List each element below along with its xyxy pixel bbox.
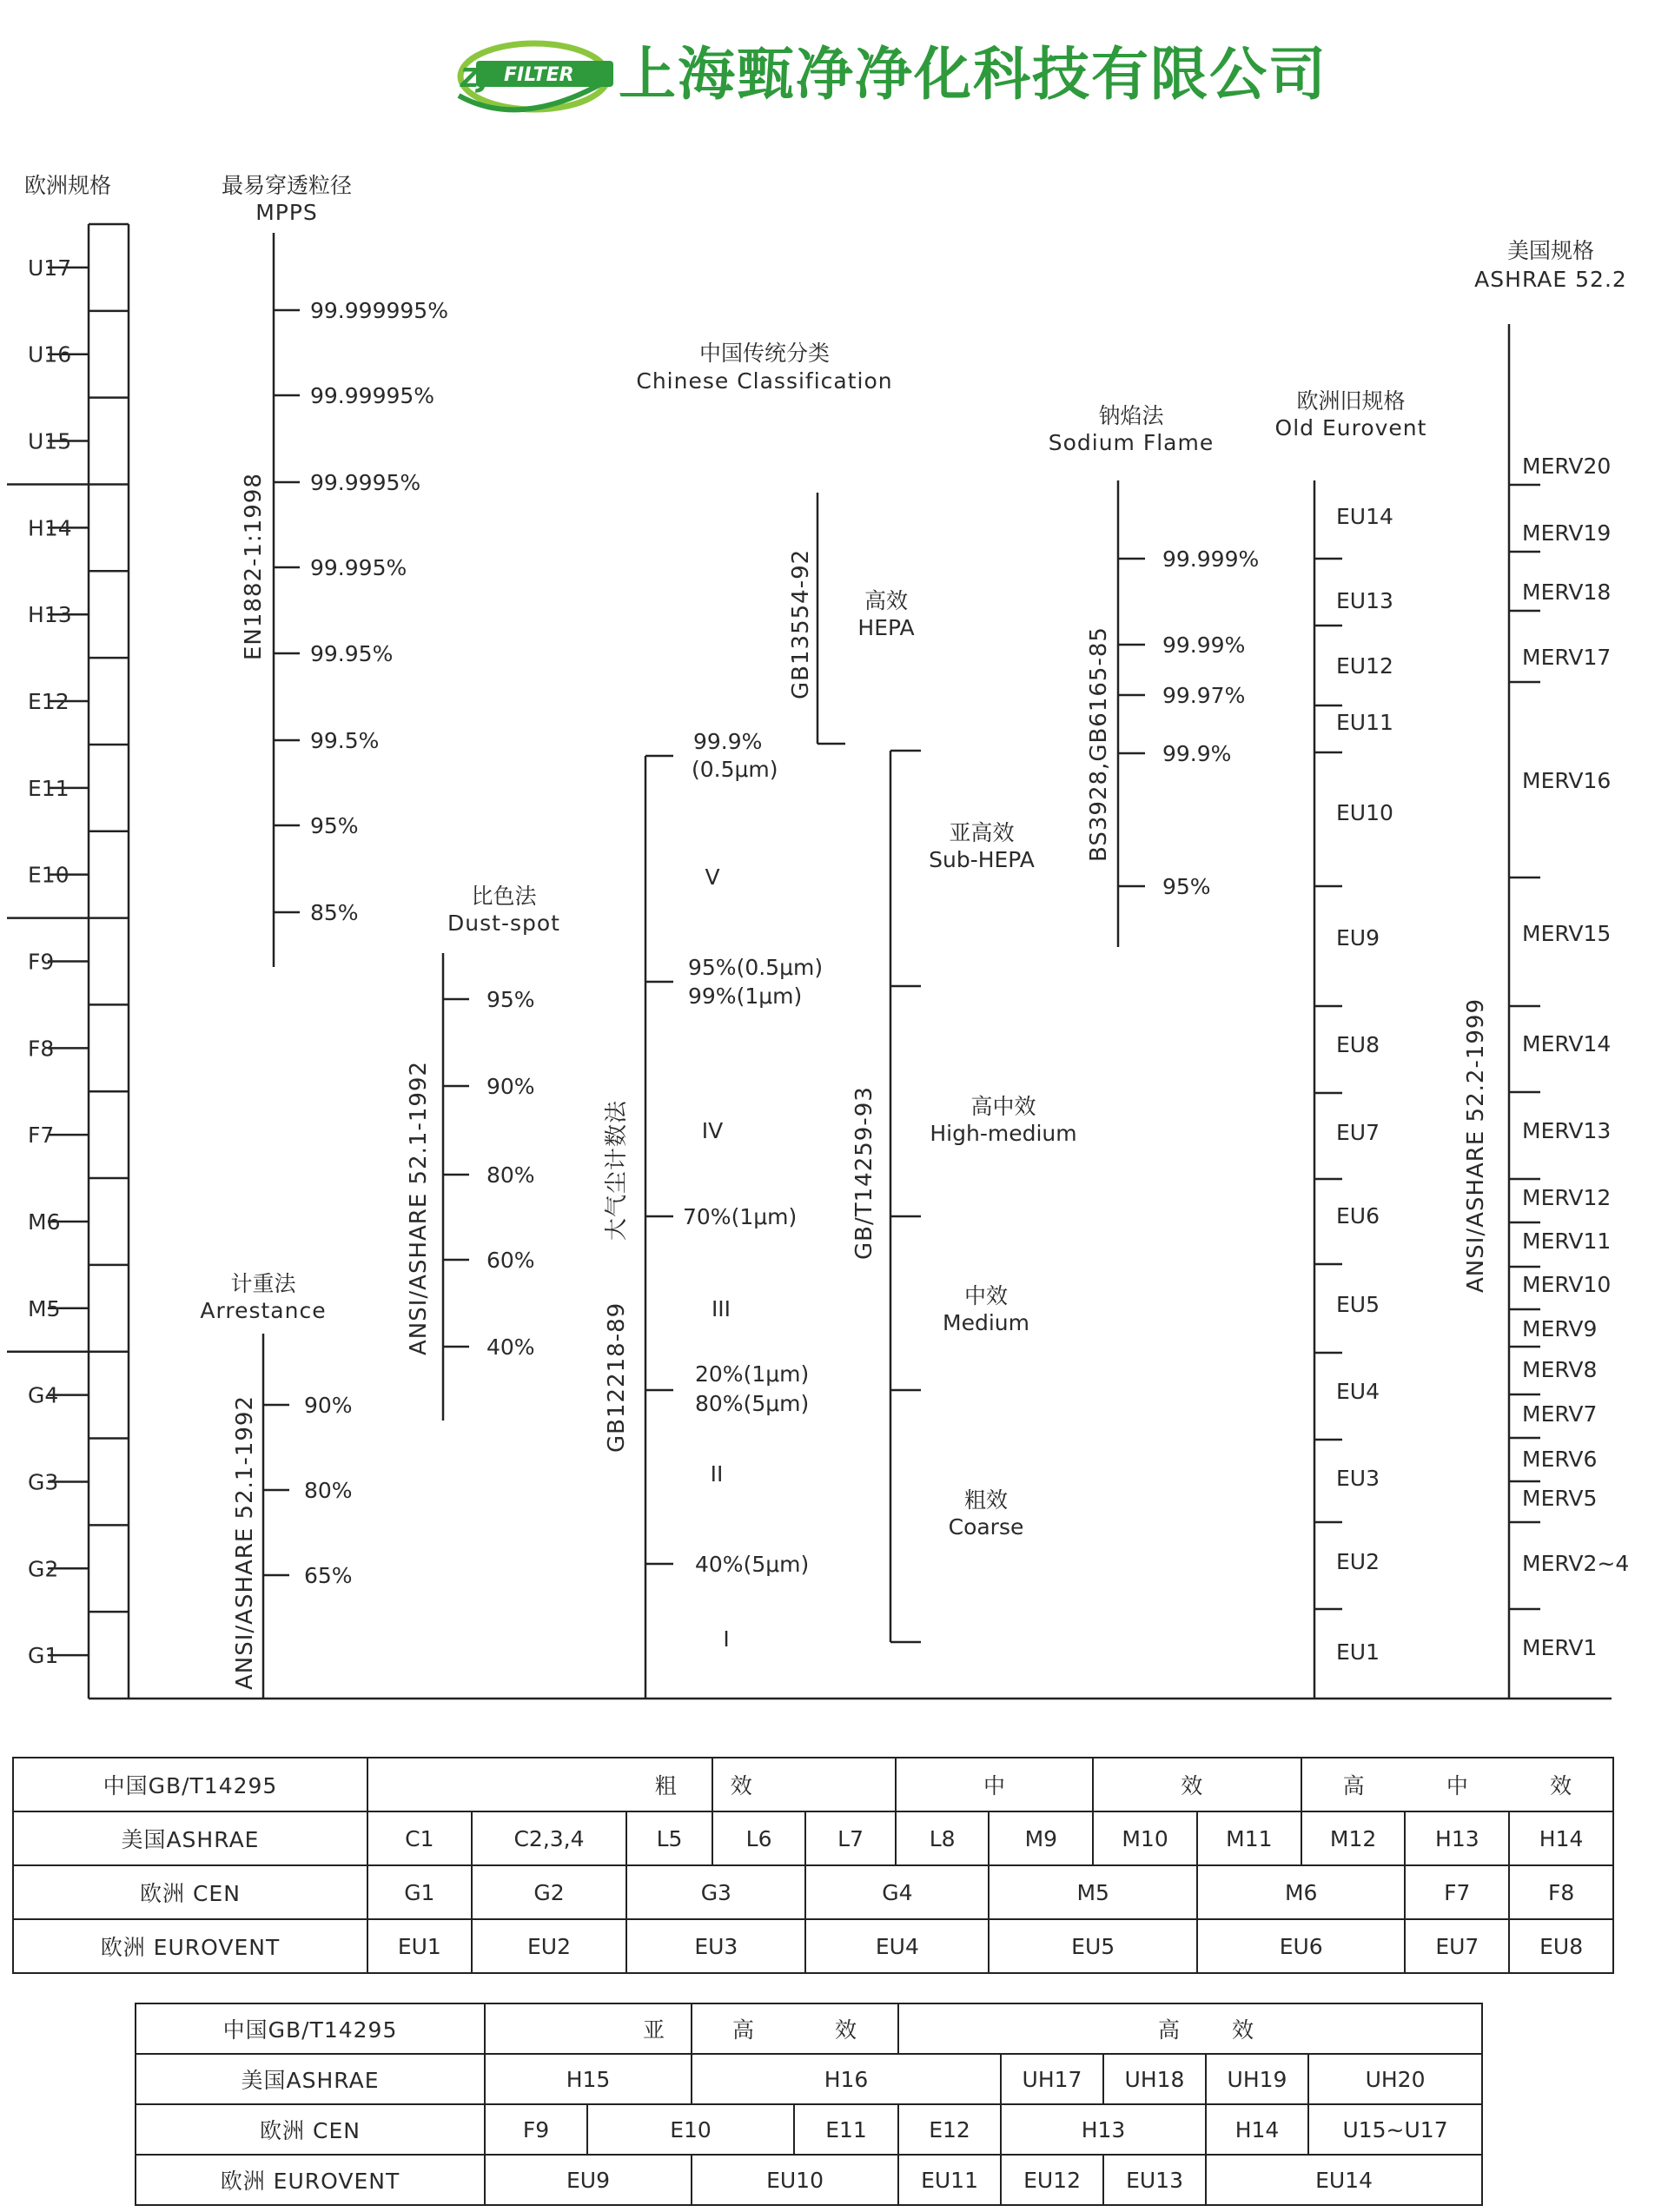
merv-grade-label: MERV15 <box>1522 921 1612 946</box>
mpps-title: 最易穿透粒径 <box>221 173 353 198</box>
table-cell: EU13 <box>1103 2155 1206 2205</box>
dustspot-tick-label: 60% <box>486 1248 535 1273</box>
table-row <box>13 1758 1613 1811</box>
table-cell: E11 <box>794 2104 898 2155</box>
arrestance-tick-label: 80% <box>304 1478 353 1503</box>
merv-grade-label: MERV7 <box>1522 1401 1598 1427</box>
ashrae-grades <box>1522 454 1629 1660</box>
table-row <box>13 1811 1613 1865</box>
en1822-grade-label: F9 <box>28 949 55 975</box>
table-cell: 亚 <box>485 2003 692 2054</box>
table-cell: E12 <box>898 2104 1001 2155</box>
mpps-tick-label: 99.99995% <box>310 383 435 408</box>
merv-grade-label: MERV9 <box>1522 1316 1598 1341</box>
table-cell: G4 <box>805 1865 989 1919</box>
table-cell: EU5 <box>989 1919 1197 1973</box>
arrestance-tick-label: 65% <box>304 1563 353 1588</box>
gbt14259-standard: GB/T14259-93 <box>851 1086 877 1260</box>
table-cell: H14 <box>1206 2104 1308 2155</box>
mpps-ticks <box>310 298 448 925</box>
mpps-subtitle: MPPS <box>255 200 318 225</box>
table-cell: UH18 <box>1103 2054 1206 2104</box>
table-row <box>136 2104 1482 2155</box>
table-cell: M6 <box>1197 1865 1406 1919</box>
sodium-tick-label: 99.97% <box>1162 683 1246 708</box>
table-cell: EU6 <box>1197 1919 1406 1973</box>
atmos-class-label: V <box>705 864 720 890</box>
table-cell: L8 <box>896 1811 990 1865</box>
table-cell: 效 <box>1206 2003 1482 2054</box>
table-cell: 效 <box>712 1758 896 1811</box>
eurovent-grade-label: EU7 <box>1336 1120 1380 1145</box>
table-row <box>136 2054 1482 2104</box>
row-label: 美国ASHRAE <box>136 2054 485 2104</box>
row-label: 中国GB/T14295 <box>136 2003 485 2054</box>
en1822-title: 欧洲规格 <box>24 173 112 198</box>
merv-grade-label: MERV12 <box>1522 1185 1612 1210</box>
atmos-tick-label: 95%(0.5μm) <box>688 955 824 980</box>
chinese-title: 中国传统分类 <box>698 341 831 366</box>
hepa-standard: GB13554-92 <box>788 548 814 699</box>
dustspot-title: 比色法 <box>471 884 537 909</box>
table-cell: 高 <box>1301 1758 1406 1811</box>
en1822-grade-label: E11 <box>28 775 70 801</box>
category-en-label: High-medium <box>930 1121 1077 1146</box>
table-cell: H16 <box>692 2054 1001 2104</box>
atmos-class-label: IV <box>701 1118 724 1143</box>
table-cell: L7 <box>805 1811 896 1865</box>
eurovent-grade-label: EU8 <box>1336 1032 1380 1057</box>
table-cell: C1 <box>367 1811 472 1865</box>
table-cell: G2 <box>472 1865 627 1919</box>
company-name: 上海甄净净化科技有限公司 <box>619 41 1327 108</box>
eurovent-grade-label: EU10 <box>1336 800 1393 825</box>
logo-brand: FILTER <box>504 64 574 86</box>
merv-grade-label: MERV18 <box>1522 579 1612 605</box>
table-cell: H14 <box>1509 1811 1613 1865</box>
table-cell: EU1 <box>367 1919 472 1973</box>
mpps-tick-label: 95% <box>310 813 359 838</box>
sodium-tick-label: 99.999% <box>1162 546 1260 572</box>
table-cell: H13 <box>1001 2104 1206 2155</box>
merv-grade-label: MERV19 <box>1522 520 1612 546</box>
table-cell: EU10 <box>692 2155 898 2205</box>
category-en-label: Coarse <box>948 1514 1024 1540</box>
row-label: 美国ASHRAE <box>13 1811 367 1865</box>
table-cell: EU2 <box>472 1919 627 1973</box>
en1822-grade-label: M5 <box>28 1295 61 1321</box>
table-row <box>136 2155 1482 2205</box>
table-cell: 中 <box>896 1758 1093 1811</box>
merv-grade-label: MERV6 <box>1522 1447 1598 1472</box>
comparison-table-1 <box>12 1757 1614 1974</box>
eurovent-grade-label: EU4 <box>1336 1379 1380 1404</box>
atmos-standard: GB12218-89 <box>604 1301 630 1453</box>
sodium-tick-label: 99.9% <box>1162 741 1232 766</box>
table-cell: M5 <box>989 1865 1197 1919</box>
table-cell: F9 <box>485 2104 587 2155</box>
mpps-standard: EN1882-1:1998 <box>241 473 267 660</box>
en1822-grade-label: U16 <box>28 341 72 368</box>
merv-grade-label: MERV13 <box>1522 1118 1612 1143</box>
table-cell: 效 <box>794 2003 898 2054</box>
table-cell: L6 <box>712 1811 806 1865</box>
mpps-tick-label: 99.999995% <box>310 298 448 323</box>
en1822-grade-label: F8 <box>28 1036 55 1062</box>
eurovent-title: 欧洲旧规格 <box>1296 388 1406 414</box>
table-row <box>13 1919 1613 1973</box>
en1822-grade-label: F7 <box>28 1123 55 1149</box>
sodium-tick-label: 95% <box>1162 874 1211 899</box>
en1822-grade-label: H13 <box>28 602 72 628</box>
atmos-tick-label: 40%(5μm) <box>695 1552 810 1577</box>
eurovent-grade-label: EU11 <box>1336 710 1393 735</box>
mpps-tick-label: 99.995% <box>310 555 407 580</box>
atmos-tick-label: 99%(1μm) <box>688 983 803 1009</box>
mpps-tick-label: 99.5% <box>310 728 380 753</box>
table-cell: C2,3,4 <box>472 1811 627 1865</box>
ashrae-subtitle: ASHRAE 52.2 <box>1474 267 1627 292</box>
mpps-tick-label: 99.9995% <box>310 470 421 495</box>
arrestance-title: 计重法 <box>230 1271 296 1296</box>
en1822-grade-label: M6 <box>28 1209 61 1235</box>
chinese-subtitle: Chinese Classification <box>636 368 893 394</box>
table-cell: H15 <box>485 2054 692 2104</box>
category-cn-label: 粗效 <box>963 1487 1009 1513</box>
merv-grade-label: MERV2~4 <box>1522 1551 1630 1576</box>
table-cell: UH17 <box>1001 2054 1103 2104</box>
row-label: 欧洲 EUROVENT <box>136 2155 485 2205</box>
dustspot-tick-label: 95% <box>486 987 535 1012</box>
table-cell: EU12 <box>1001 2155 1103 2205</box>
eurovent-grade-label: EU3 <box>1336 1466 1380 1491</box>
table-cell: 效 <box>1509 1758 1613 1811</box>
category-cn-label: 高效 <box>864 588 909 613</box>
en1822-grade-label: H14 <box>28 515 72 541</box>
atmos-tick-label: 99.9% <box>693 729 763 754</box>
dustspot-tick-label: 80% <box>486 1162 535 1188</box>
sodium-subtitle: Sodium Flame <box>1048 430 1215 455</box>
arrestance-tick-label: 90% <box>304 1393 353 1418</box>
table-cell: L5 <box>626 1811 712 1865</box>
table-cell: EU14 <box>1206 2155 1482 2205</box>
table-cell: 粗 <box>367 1758 712 1811</box>
table-cell: M10 <box>1093 1811 1197 1865</box>
table-cell: UH20 <box>1308 2054 1482 2104</box>
merv-grade-label: MERV5 <box>1522 1486 1598 1511</box>
sodium-title: 钠焰法 <box>1098 403 1164 428</box>
table-cell: M12 <box>1301 1811 1406 1865</box>
logo-initials: ZJ <box>460 63 489 94</box>
eurovent-grade-label: EU2 <box>1336 1549 1380 1574</box>
atmos-title: 大气尘计数法 <box>604 1099 630 1241</box>
dustspot-subtitle: Dust-spot <box>447 911 560 936</box>
en1822-grade-label: E12 <box>28 689 70 715</box>
table-cell: EU4 <box>805 1919 989 1973</box>
en1822-grade-label: G4 <box>28 1382 59 1408</box>
row-label: 欧洲 CEN <box>136 2104 485 2155</box>
row-label: 欧洲 CEN <box>13 1865 367 1919</box>
merv-grade-label: MERV8 <box>1522 1357 1598 1382</box>
dustspot-tick-label: 90% <box>486 1074 535 1099</box>
eurovent-grades <box>1336 504 1393 1665</box>
merv-grade-label: MERV17 <box>1522 645 1612 670</box>
atmos-tick-label: 70%(1μm) <box>683 1204 798 1229</box>
table-cell: 中 <box>1405 1758 1509 1811</box>
category-cn-label: 高中效 <box>970 1094 1036 1119</box>
atmos-tick-label: 20%(1μm) <box>695 1361 810 1387</box>
table-cell: EU9 <box>485 2155 692 2205</box>
table-cell: F8 <box>1509 1865 1613 1919</box>
atmos-tick-label: (0.5μm) <box>692 757 778 782</box>
arrestance-standard: ANSI/ASHARE 52.1-1992 <box>232 1395 258 1690</box>
atmos-class-label: II <box>710 1461 724 1487</box>
en1822-grade-label: E10 <box>28 862 70 888</box>
table-cell: G3 <box>626 1865 805 1919</box>
mpps-tick-label: 85% <box>310 900 359 925</box>
sodium-ticks <box>1162 546 1259 899</box>
table-cell: 效 <box>1093 1758 1301 1811</box>
category-en-label: Medium <box>943 1310 1029 1335</box>
eurovent-grade-label: EU13 <box>1336 588 1393 613</box>
atmos-ticks <box>683 729 823 1652</box>
table-cell: G1 <box>367 1865 472 1919</box>
table-cell: EU3 <box>626 1919 805 1973</box>
eurovent-grade-label: EU6 <box>1336 1203 1380 1229</box>
category-en-label: HEPA <box>857 615 915 640</box>
eurovent-grade-label: EU9 <box>1336 925 1380 950</box>
eurovent-grade-label: EU14 <box>1336 504 1393 529</box>
table-row <box>136 2003 1482 2054</box>
en1822-grade-label: U15 <box>28 428 72 454</box>
merv-grade-label: MERV10 <box>1522 1272 1612 1297</box>
sodium-tick-label: 99.99% <box>1162 632 1246 658</box>
table-cell: M11 <box>1197 1811 1301 1865</box>
table-cell: U15~U17 <box>1308 2104 1482 2155</box>
arrestance-subtitle: Arrestance <box>200 1298 327 1323</box>
row-label: 欧洲 EUROVENT <box>13 1919 367 1973</box>
eurovent-grade-label: EU5 <box>1336 1292 1380 1317</box>
category-en-label: Sub-HEPA <box>929 847 1035 872</box>
en1822-grade-label: G1 <box>28 1643 59 1669</box>
row-label: 中国GB/T14295 <box>13 1758 367 1811</box>
atmos-tick-label: 80%(5μm) <box>695 1391 810 1416</box>
table-row <box>13 1865 1613 1919</box>
category-cn-label: 中效 <box>963 1283 1009 1308</box>
eurovent-grade-label: EU1 <box>1336 1639 1380 1665</box>
table-cell: F7 <box>1405 1865 1509 1919</box>
category-cn-label: 亚高效 <box>949 820 1015 845</box>
arrestance-ticks <box>304 1393 353 1588</box>
table-cell: EU7 <box>1405 1919 1509 1973</box>
mpps-tick-label: 99.95% <box>310 641 394 666</box>
merv-grade-label: MERV20 <box>1522 454 1612 479</box>
en1822-grade-label: G3 <box>28 1469 59 1495</box>
table-cell: M9 <box>989 1811 1093 1865</box>
atmos-class-label: I <box>723 1626 730 1652</box>
table-cell: 高 <box>692 2003 794 2054</box>
merv-grade-label: MERV16 <box>1522 768 1612 793</box>
merv-grade-label: MERV14 <box>1522 1031 1612 1056</box>
merv-grade-label: MERV11 <box>1522 1229 1612 1254</box>
company-logo <box>459 41 1327 109</box>
table-cell: 高 <box>898 2003 1206 2054</box>
dustspot-standard: ANSI/ASHARE 52.1-1992 <box>406 1061 432 1355</box>
en1822-grade-label: G2 <box>28 1556 59 1582</box>
dustspot-ticks <box>486 987 535 1360</box>
comparison-table-2 <box>135 2003 1483 2206</box>
table-cell: UH19 <box>1206 2054 1308 2104</box>
atmos-class-label: III <box>711 1296 731 1321</box>
en1822-grade-label: U17 <box>28 255 72 281</box>
table-cell: E10 <box>587 2104 794 2155</box>
eurovent-subtitle: Old Eurovent <box>1274 415 1427 440</box>
table-cell: EU8 <box>1509 1919 1613 1973</box>
table-cell: H13 <box>1405 1811 1509 1865</box>
table-cell: EU11 <box>898 2155 1001 2205</box>
merv-grade-label: MERV1 <box>1522 1635 1598 1660</box>
sodium-standard: BS3928,GB6165-85 <box>1086 626 1112 862</box>
eurovent-grade-label: EU12 <box>1336 653 1393 679</box>
dustspot-tick-label: 40% <box>486 1334 535 1360</box>
ashrae-standard: ANSI/ASHARE 52.2-1999 <box>1463 998 1489 1293</box>
ashrae-title: 美国规格 <box>1506 238 1595 263</box>
